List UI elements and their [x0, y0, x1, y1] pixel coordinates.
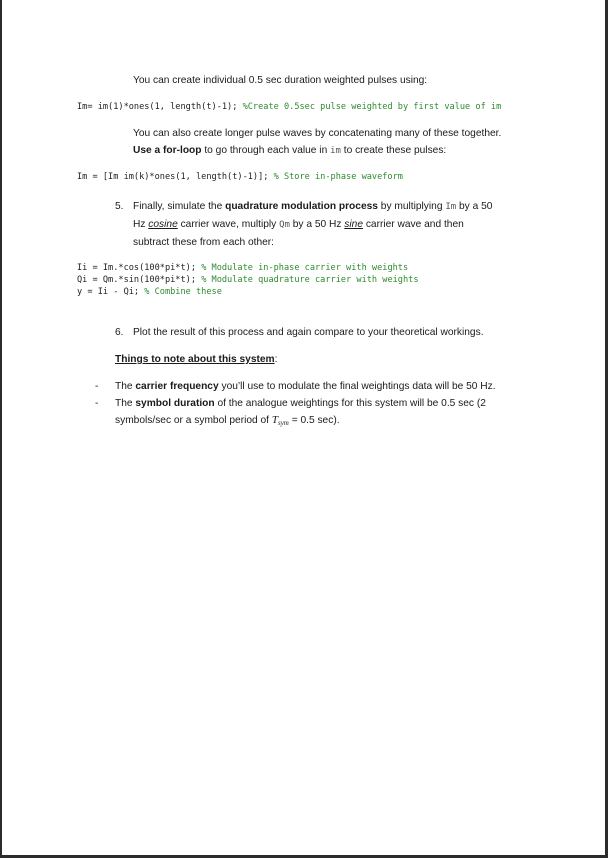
code-block-3: [77, 286, 222, 298]
bold-text: quadrature modulation process: [225, 201, 378, 212]
paragraph-line: [133, 144, 446, 158]
bullet-item-continued: [115, 414, 340, 430]
bullet-item: [115, 380, 496, 393]
code-comment: %Create 0.5sec pulse weighted by first value of im: [242, 102, 502, 112]
bold-text: symbol duration: [135, 398, 215, 409]
code-block-1: [77, 101, 501, 113]
text-span: by a 50 Hz: [289, 219, 345, 230]
bullet-item: [115, 397, 486, 410]
text-span: of the analogue weightings for this system will be 0.5 sec (2: [214, 398, 486, 409]
bullet-dash: -: [95, 398, 99, 409]
inline-code: Qm: [279, 220, 290, 230]
inline-code: Im: [445, 202, 457, 212]
code-line: Im = [Im im(k)*ones(1, length(t)-1)];: [77, 172, 274, 182]
paragraph-line: You can also create longer pulse waves by concatenating many of these together.: [133, 128, 502, 139]
text-span: The: [115, 381, 136, 392]
text-span: symbols/sec or a symbol period of: [115, 415, 272, 426]
heading-text: Things to note about this system: [115, 354, 275, 365]
notes-heading: [115, 353, 277, 366]
step5-line: subtract these from each other:: [133, 237, 274, 248]
code-block-3: [77, 274, 419, 286]
italic-text: cosine: [148, 219, 178, 230]
code-line: Qi = Qm.*sin(100*pi*t);: [77, 275, 202, 285]
code-comment: % Modulate quadrature carrier with weights: [201, 275, 419, 285]
code-comment: % Store in-phase waveform: [273, 172, 403, 182]
code-comment: % Modulate in-phase carrier with weights: [201, 263, 409, 273]
code-line: Ii = Im.*cos(100*pi*t);: [77, 263, 202, 273]
inline-code: im: [330, 146, 341, 156]
code-block-3: [77, 262, 408, 274]
bold-text: carrier frequency: [135, 381, 219, 392]
text-span: to create these pulses:: [340, 145, 447, 156]
text-span: to go through each value in: [201, 145, 331, 156]
text-span: Hz: [133, 219, 149, 230]
text-span: by multiplying: [377, 201, 446, 212]
text-span: by a 50: [456, 201, 493, 212]
step-number: 6.: [115, 327, 124, 338]
intro-line: You can create individual 0.5 sec duration weighted pulses using:: [133, 75, 428, 86]
step-number: 5.: [115, 201, 124, 212]
step6-text: Plot the result of this process and again compare to your theoretical workings.: [133, 327, 484, 338]
step5-line: [133, 200, 492, 214]
math-symbol: T: [271, 414, 278, 426]
math-subscript: sym: [277, 419, 289, 427]
code-comment: % Combine these: [144, 287, 222, 297]
code-block-2: [77, 171, 403, 183]
text-span: The: [115, 398, 136, 409]
italic-text: sine: [344, 219, 363, 230]
text-span: = 0.5 sec).: [288, 415, 340, 426]
code-line: Im= im(1)*ones(1, length(t)-1);: [77, 102, 243, 112]
text-span: :: [274, 354, 278, 365]
text-span: you’ll use to modulate the final weightings data will be 50 Hz.: [218, 381, 496, 392]
code-line: y = Ii - Qi;: [77, 287, 145, 297]
text-span: carrier wave, multiply: [177, 219, 280, 230]
text-span: carrier wave and then: [363, 219, 464, 230]
bullet-dash: -: [95, 381, 99, 392]
step5-line: [133, 218, 464, 232]
text-span: Finally, simulate the: [133, 201, 226, 212]
bold-text: Use a for-loop: [133, 145, 202, 156]
page-edge-left: [0, 0, 2, 858]
